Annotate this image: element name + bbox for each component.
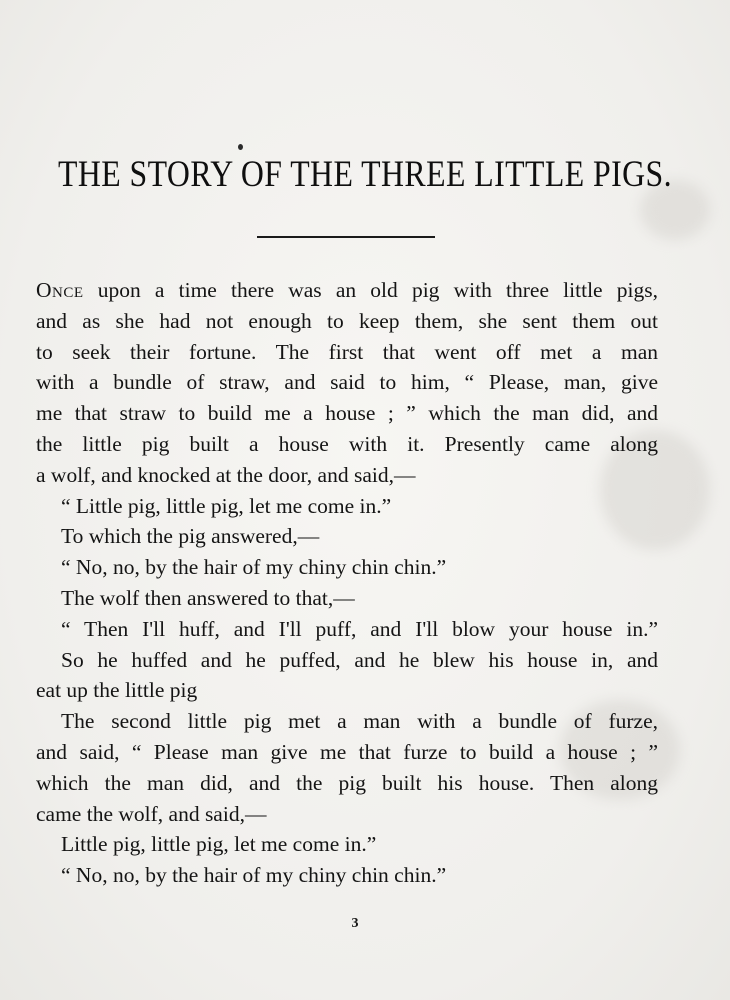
text-line: which the man did, and the pig built his house. Then along (36, 770, 658, 795)
text-line: The second little pig met a man with a bundle of furze, (61, 709, 658, 734)
text-line: and said, “ Please man give me that furze to build a house ; ” (36, 739, 658, 764)
text-line: came the wolf, and said,— (36, 801, 267, 826)
text-line: with a bundle of straw, and said to him, “ Please, man, give (36, 370, 658, 395)
text-line: “ No, no, by the hair of my chiny chin chin.” (61, 555, 447, 580)
text-span: upon a time there was an old pig with three little pigs, (83, 278, 658, 302)
text-line: to seek their fortune. The first that went off met a man (36, 339, 658, 364)
text-line: “ Little pig, little pig, let me come in.” (61, 493, 392, 518)
title-rule (257, 236, 435, 238)
text-line (36, 275, 658, 306)
text-line: the little pig built a house with it. Presently came along (36, 431, 658, 456)
text-line: and as she had not enough to keep them, she sent them out (36, 308, 658, 333)
text-line: Little pig, little pig, let me come in.” (61, 832, 377, 857)
page-title: THE STORY OF THE THREE LITTLE PIGS. (57, 154, 673, 195)
text-line: me that straw to build me a house ; ” which the man did, and (36, 401, 658, 426)
story-text (36, 275, 658, 891)
text-line: a wolf, and knocked at the door, and said,— (36, 462, 416, 487)
page-number: 3 (351, 916, 359, 931)
ink-speck (238, 144, 243, 150)
text-line: “ No, no, by the hair of my chiny chin chin.” (61, 863, 447, 888)
text-line: eat up the little pig (36, 678, 198, 703)
drop-word: Once (36, 278, 84, 302)
text-line: So he huffed and he puffed, and he blew his house in, and (61, 647, 658, 672)
text-line: To which the pig answered,— (61, 524, 320, 549)
text-line: “ Then I'll huff, and I'll puff, and I'll blow your house in.” (61, 616, 658, 641)
text-line: The wolf then answered to that,— (61, 585, 355, 610)
